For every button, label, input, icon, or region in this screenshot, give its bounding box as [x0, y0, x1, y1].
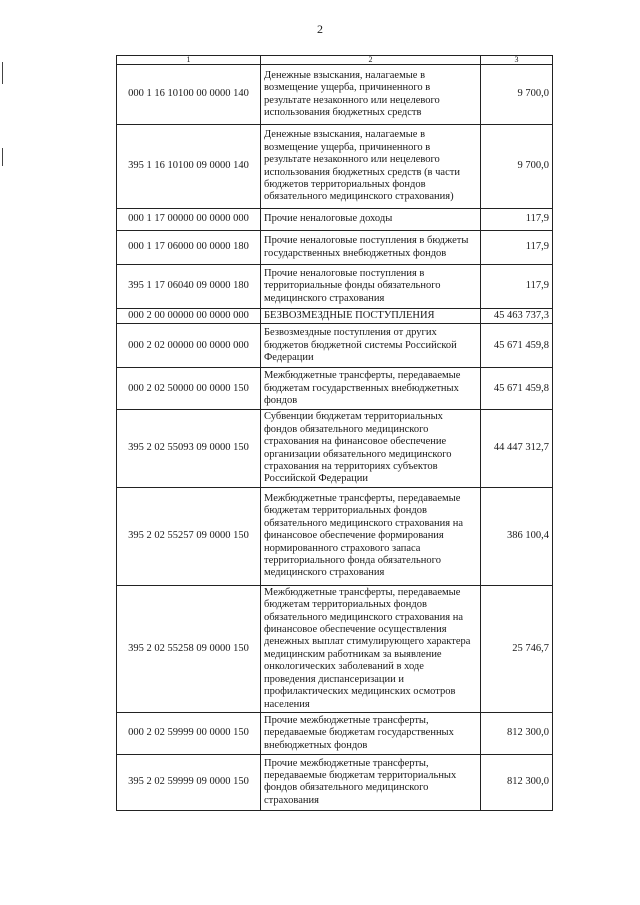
row-name: Прочие межбюджетные трансферты, передаваемые бюджетам территориальных фондов обязательного медицинского страхования — [261, 754, 481, 810]
row-name: Безвозмездные поступления от других бюджетов бюджетной системы Российской Федерации — [261, 324, 481, 368]
scan-edge-mark — [2, 62, 3, 84]
table-row — [117, 410, 553, 487]
row-code: 000 1 17 06000 00 0000 180 — [117, 231, 261, 265]
row-code: 395 2 02 55257 09 0000 150 — [117, 487, 261, 585]
row-name: Субвенции бюджетам территориальных фондов обязательного медицинского страхования на финансовое обеспечение организации обязательного медицинского страхования на территориях субъектов Российской Федерации — [261, 410, 481, 487]
column-header-code: 1 — [117, 56, 261, 65]
row-name: Межбюджетные трансферты, передаваемые бюджетам государственных внебюджетных фондов — [261, 368, 481, 410]
row-amount: 117,9 — [481, 231, 553, 265]
row-code: 395 2 02 59999 09 0000 150 — [117, 754, 261, 810]
row-name: Межбюджетные трансферты, передаваемые бюджетам территориальных фондов обязательного медицинского страхования на финансовое обеспечение осуществления денежных выплат стимулирующего характера медицинским работникам за выявление онкологических заболеваний в ходе проведения диспансеризации и профилактических медицинских осмотров населения — [261, 585, 481, 712]
row-amount: 45 463 737,3 — [481, 309, 553, 324]
row-amount: 9 700,0 — [481, 125, 553, 209]
row-amount: 117,9 — [481, 209, 553, 231]
row-name: Межбюджетные трансферты, передаваемые бюджетам территориальных фондов обязательного медицинского страхования на финансовое обеспечение формирования нормированного страхового запаса территориального фонда обязательного медицинского страхования — [261, 487, 481, 585]
row-code: 395 1 16 10100 09 0000 140 — [117, 125, 261, 209]
table-row — [117, 712, 553, 754]
page-number: 2 — [317, 22, 323, 36]
row-name: Прочие межбюджетные трансферты, передаваемые бюджетам государственных внебюджетных фондов — [261, 712, 481, 754]
row-code: 000 1 17 00000 00 0000 000 — [117, 209, 261, 231]
table-row — [117, 231, 553, 265]
table-row — [117, 209, 553, 231]
row-name: Денежные взыскания, налагаемые в возмещение ущерба, причиненного в результате незаконного или нецелевого использования бюджетных средств (в части бюджетов территориальных фондов обязательного медицинского страхования) — [261, 125, 481, 209]
row-amount: 44 447 312,7 — [481, 410, 553, 487]
table-row — [117, 585, 553, 712]
row-amount: 386 100,4 — [481, 487, 553, 585]
row-code: 000 2 02 59999 00 0000 150 — [117, 712, 261, 754]
table-row — [117, 754, 553, 810]
row-code: 000 2 02 50000 00 0000 150 — [117, 368, 261, 410]
column-header-name: 2 — [261, 56, 481, 65]
row-amount: 812 300,0 — [481, 754, 553, 810]
table-row — [117, 324, 553, 368]
table-row — [117, 125, 553, 209]
row-amount: 45 671 459,8 — [481, 324, 553, 368]
column-header-amount: 3 — [481, 56, 553, 65]
row-amount: 25 746,7 — [481, 585, 553, 712]
row-amount: 9 700,0 — [481, 65, 553, 125]
row-code: 000 2 00 00000 00 0000 000 — [117, 309, 261, 324]
row-code: 000 2 02 00000 00 0000 000 — [117, 324, 261, 368]
table-row — [117, 487, 553, 585]
table-row — [117, 265, 553, 309]
table-row — [117, 65, 553, 125]
row-code: 395 2 02 55258 09 0000 150 — [117, 585, 261, 712]
row-name: Прочие неналоговые поступления в территориальные фонды обязательного медицинского страхования — [261, 265, 481, 309]
row-name: Прочие неналоговые поступления в бюджеты государственных внебюджетных фондов — [261, 231, 481, 265]
row-amount: 812 300,0 — [481, 712, 553, 754]
table-header-row — [117, 56, 553, 65]
row-code: 395 2 02 55093 09 0000 150 — [117, 410, 261, 487]
row-name: Прочие неналоговые доходы — [261, 209, 481, 231]
row-amount: 117,9 — [481, 265, 553, 309]
row-name: Денежные взыскания, налагаемые в возмещение ущерба, причиненного в результате незаконного или нецелевого использования бюджетных средств — [261, 65, 481, 125]
scan-edge-mark — [2, 148, 3, 166]
row-amount: 45 671 459,8 — [481, 368, 553, 410]
row-code: 000 1 16 10100 00 0000 140 — [117, 65, 261, 125]
table-row — [117, 309, 553, 324]
row-code: 395 1 17 06040 09 0000 180 — [117, 265, 261, 309]
table-row — [117, 368, 553, 410]
row-name: БЕЗВОЗМЕЗДНЫЕ ПОСТУПЛЕНИЯ — [261, 309, 481, 324]
budget-revenue-table — [116, 55, 553, 811]
